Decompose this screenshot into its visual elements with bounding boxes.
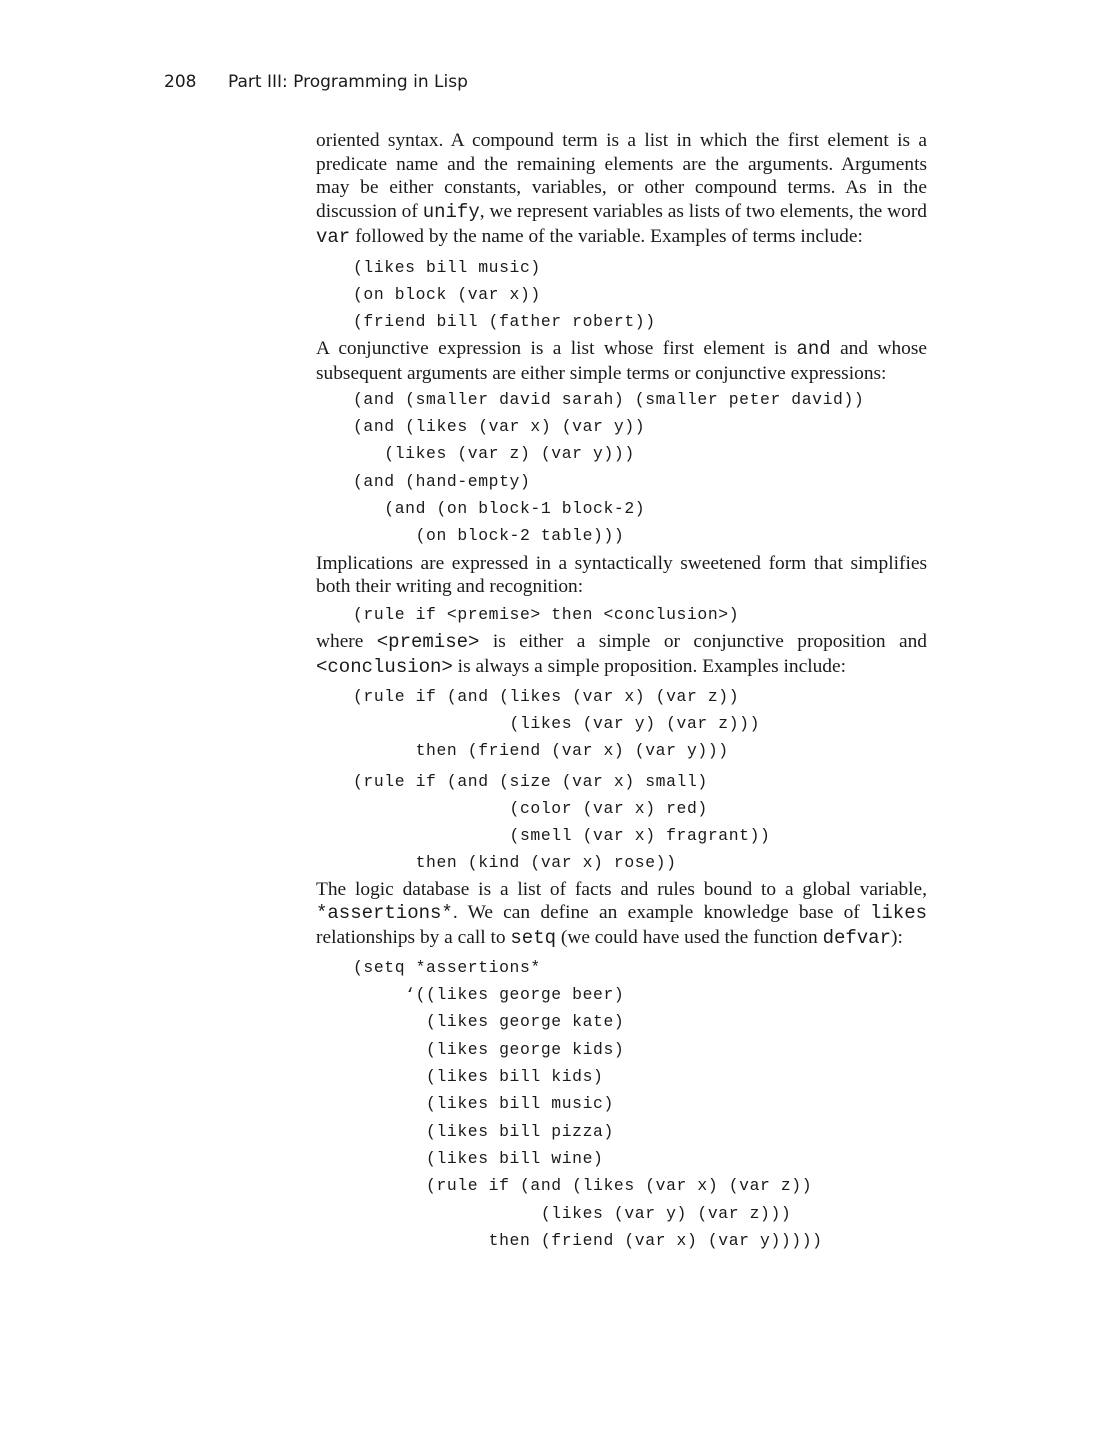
code-line: (friend bill (father robert)) [353, 312, 656, 332]
text: and whose subsequent arguments are either simple terms or conjunctive expressions: [316, 338, 927, 385]
code-line: (likes bill wine) [353, 1148, 604, 1168]
code-line: (likes (var z) (var y))) [353, 444, 635, 464]
code-line: (on block (var x)) [353, 284, 541, 304]
code-line: (on block-2 table))) [353, 526, 625, 546]
code-line: then (friend (var x) (var y))))) [353, 1230, 823, 1250]
paragraph-compound-terms [316, 129, 927, 250]
inline-code-likes: likes [869, 902, 927, 925]
code-line: (rule if (and (likes (var x) (var z)) [353, 1176, 813, 1196]
code-line: (rule if (and (likes (var x) (var z)) [353, 686, 740, 706]
code-line: (setq *assertions* [353, 957, 541, 977]
text: relationships by a call to [316, 927, 511, 949]
code-block-conjunctive [353, 386, 927, 550]
code-block-terms [353, 254, 927, 336]
text: followed by the name of the variable. Examples of terms include: [350, 225, 863, 247]
code-line: (rule if (and (size (var x) small) [353, 771, 708, 791]
text: . We can define an example knowledge base of [452, 902, 870, 924]
text: , we represent variables as lists of two elements, the word [479, 201, 927, 223]
inline-code-conclusion: <conclusion> [316, 656, 453, 678]
page-body [316, 129, 927, 1254]
paragraph-database [316, 878, 927, 951]
paragraph-implications [316, 552, 927, 599]
inline-code-var: var [316, 225, 351, 248]
code-line: (likes bill pizza) [353, 1121, 614, 1141]
text: is either a simple or conjunctive proposition and [479, 631, 927, 653]
inline-code-assertions: *assertions* [316, 902, 453, 925]
code-line: (likes bill music) [353, 257, 541, 277]
inline-code-setq: setq [510, 927, 557, 950]
code-block-rule-rose [353, 768, 927, 877]
paragraph-premise [316, 630, 927, 679]
text: The logic database is a list of facts and rules bound to a global variable, [316, 878, 927, 900]
page-header [164, 72, 468, 92]
paragraph-conjunctive [316, 337, 927, 385]
code-line: (smell (var x) fragrant)) [353, 826, 771, 846]
text: is always a simple proposition. Examples include: [452, 656, 846, 677]
inline-code-and: and [796, 338, 831, 361]
text: A conjunctive expression is a list whose first element is [316, 338, 797, 360]
text: (we could have used the function [556, 927, 823, 949]
code-line: then (friend (var x) (var y))) [353, 741, 729, 761]
code-line: (color (var x) red) [353, 798, 708, 818]
code-line: (and (likes (var x) (var y)) [353, 417, 646, 437]
text: oriented syntax. A compound term is a list in which the first element is a predicate name and the remaining elements are the arguments. Arguments may be either constants, variables, or other compound terms. As in the discussion of [316, 130, 927, 223]
code-line: (rule if <premise> then <conclusion>) [353, 605, 740, 624]
code-line: (likes george kate) [353, 1012, 625, 1032]
code-line: (likes george kids) [353, 1039, 625, 1059]
code-block-rule-form [353, 601, 927, 628]
text: where [316, 631, 377, 653]
code-line: ‘((likes george beer) [353, 985, 625, 1005]
code-line: (likes (var y) (var z))) [353, 1203, 792, 1223]
code-line: (likes bill kids) [353, 1067, 604, 1087]
code-block-rule-friend [353, 683, 927, 765]
code-line: then (kind (var x) rose)) [353, 853, 677, 873]
code-line: (and (smaller david sarah) (smaller peter david)) [353, 389, 865, 409]
code-line: (likes bill music) [353, 1094, 614, 1114]
text: ): [890, 927, 903, 949]
inline-code-unify: unify [422, 201, 480, 224]
code-line: (and (on block-1 block-2) [353, 499, 646, 518]
inline-code-premise: <premise> [376, 631, 480, 654]
code-block-setq-assertions [353, 954, 927, 1254]
inline-code-defvar: defvar [822, 927, 891, 950]
running-title: Part III: Programming in Lisp [228, 72, 468, 92]
text: Implications are expressed in a syntactically sweetened form that simplifies both their writing and recognition: [316, 552, 927, 598]
code-line: (and (hand-empty) [353, 471, 531, 491]
code-line: (likes (var y) (var z))) [353, 714, 761, 733]
page-number: 208 [164, 72, 197, 92]
